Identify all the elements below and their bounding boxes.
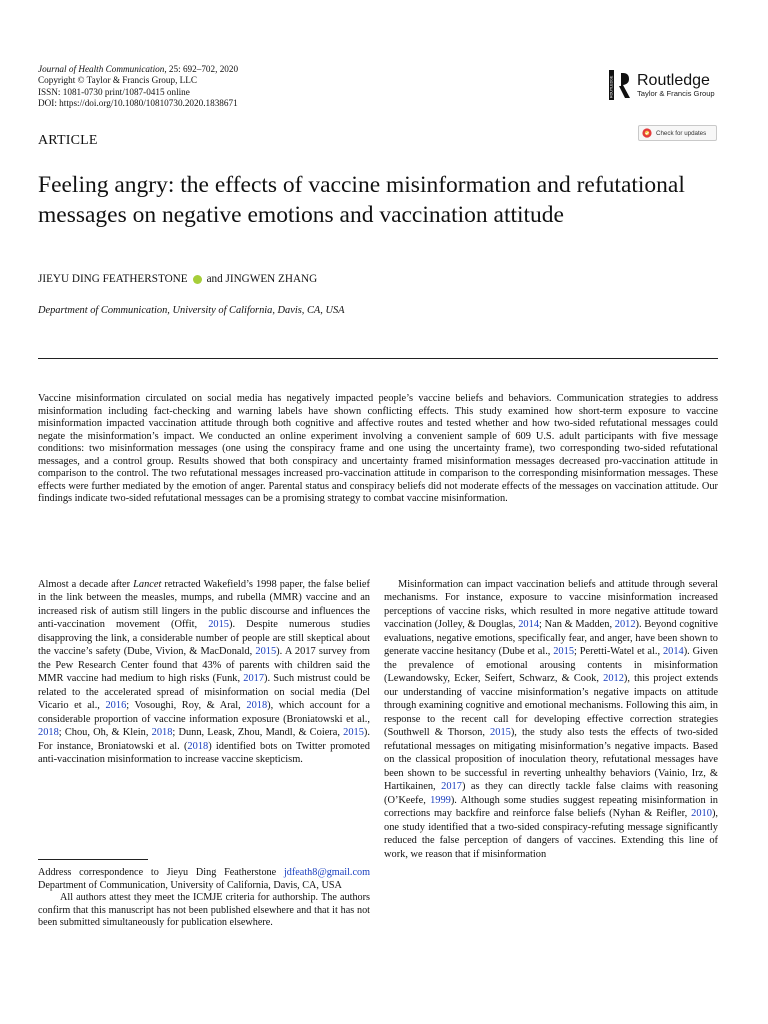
publisher-subtitle: Taylor & Francis Group: [637, 89, 715, 98]
author-list: [38, 273, 317, 285]
author-name-2[interactable]: and JINGWEN ZHANG: [206, 273, 318, 285]
body-text: retracted Wakefield’s 1998 paper, the false belief in the link between the measles, mumps, and rubella (MMR) vaccine and an increased risk of autism still lingers in the public discourse and influences the anti-vaccination movement (Offit,: [38, 579, 370, 631]
body-text: ). A 2017 survey from the Pew Research Center found that 43% of parents with children said the MMR vaccine had medium to high risks (Funk,: [38, 646, 370, 685]
body-text: ) as they can directly tackle false claims with reasoning (O’Keefe,: [384, 781, 719, 806]
check-for-updates-label: Check for updates: [656, 129, 707, 137]
citation-link[interactable]: 2015: [255, 646, 277, 658]
citation-link[interactable]: 1999: [430, 794, 451, 806]
citation-link[interactable]: 2018: [187, 740, 209, 752]
body-text: ; Vosoughi, Roy, & Aral,: [126, 700, 247, 712]
body-text: ; Chou, Oh, & Klein,: [58, 727, 152, 739]
correspondence-note: [38, 867, 370, 892]
body-text: ), this project extends our understanding of vaccine misinformation’s negative impacts on attitude through examining cognitive and emotional mechanisms. Following this aim, in response to the recent call for developing effective correction strategies (Southwell & Thorson,: [384, 673, 718, 739]
body-text: ). Although some studies suggest repeating misinformation in corrections may backfire and reinforce false beliefs (Nyhan & Reifler,: [384, 794, 718, 820]
check-for-updates-icon: [642, 128, 652, 138]
body-text: ), which account for a considerable proportion of vaccine information exposure (Broniatowski et al.,: [38, 700, 370, 725]
publisher-name: Routledge: [637, 72, 710, 89]
author-affiliation: Department of Communication, University of California, Davis, CA, USA: [38, 305, 345, 316]
body-text: ; Peretti-Watel et al.,: [574, 646, 663, 658]
journal-metadata: [38, 64, 238, 109]
abstract-text: Vaccine misinformation circulated on social media has negatively impacted people’s vaccine beliefs and behaviors. Communication strategies to address misinformation including fact-checking and warning labels have shown conflicting effects. This study examined how short-term exposure to vaccine misinformation impacted vaccination attitude through both cognitive and affective routes and tested whether and how two-sided refutational messages could negate the misinformation’s impact. We conducted an online experiment involving a convenient sample of 609 U.S. adult participants with five message conditions: two misinformation messages (one using the conspiracy frame and one using the uncertainty frame), two corresponding two-sided refutational messages, and a control group. Results showed that both conspiracy and uncertainty framed misinformation messages decreased pro-vaccination attitude in comparison to the control. The two refutational messages increased pro-vaccination attitude in comparison to the corresponding misinformation messages. These effects were further mediated by the emotion of anger. Parental status and conspiracy beliefs did not moderate effects of the messages on vaccination attitude. Our findings indicate two-sided refutational messages can be a promising strategy to combat vaccine misinformation.: [38, 393, 718, 505]
publisher-logo[interactable]: [609, 70, 715, 100]
journal-copyright: Copyright © Taylor & Francis Group, LLC: [38, 75, 198, 86]
body-column-left: [38, 578, 370, 767]
citation-link[interactable]: 2017: [243, 673, 265, 685]
journal-issn: ISSN: 1081-0730 print/1087-0415 online: [38, 86, 190, 97]
citation-link[interactable]: 2014: [518, 619, 540, 631]
orcid-icon[interactable]: [193, 275, 202, 284]
routledge-logo-icon: [609, 70, 631, 100]
section-divider: [38, 358, 718, 359]
body-text: ; Nan & Madden,: [539, 619, 615, 631]
body-text: Misinformation can impact vaccination beliefs and attitude through several mechanisms. For instance, exposure to vaccine misinformation increased perceptions of vaccine risks, which resulted in more negative attitude toward vaccination (Jolley, & Douglas,: [384, 579, 718, 631]
journal-citation: [38, 64, 238, 75]
body-text: ). Given the prevalence of emotional arousing contents in misinformation (Lewandowsky, Ecker, Seifert, Schwarz, & Cook,: [384, 646, 718, 685]
body-text: ). For instance, Broniatowski et al. (: [38, 727, 370, 752]
journal-volume-pages: , 25: 692–702, 2020: [164, 64, 239, 74]
citation-link[interactable]: 2015: [343, 727, 364, 739]
body-text: Almost a decade after: [38, 579, 134, 590]
footnote: [38, 867, 370, 930]
footnote-divider: [38, 859, 148, 860]
author-email-link[interactable]: jdfeath8@gmail.com: [283, 867, 370, 878]
body-text: ). Such mistrust could be related to the accelerated spread of misinformation on social media (Del Vicario et al.,: [38, 673, 370, 712]
citation-link[interactable]: 2018: [151, 727, 173, 739]
citation-link[interactable]: 2015: [490, 727, 511, 739]
journal-name[interactable]: Journal of Health Communication: [38, 64, 165, 74]
journal-doi[interactable]: DOI: https://doi.org/10.1080/10810730.2020.1838671: [38, 97, 238, 108]
article-title: Feeling angry: the effects of vaccine misinformation and refutational messages on negative emotions and vaccination attitude: [38, 172, 685, 228]
body-text: ). Beyond cognitive evaluations, negative emotions, specifically fear, and anger, have been shown to generate vaccine hesitancy (Dube et al.,: [384, 619, 719, 658]
authorship-note: All authors attest they meet the ICMJE criteria for authorship. The authors confirm that this manuscript has not been published elsewhere and that it has not been submitted simultaneously for publication elsewhere.: [38, 892, 370, 929]
citation-link[interactable]: 2018: [38, 727, 59, 739]
citation-link[interactable]: 2017: [441, 781, 462, 793]
citation-link[interactable]: 2018: [246, 700, 268, 712]
article-type-label: ARTICLE: [38, 133, 98, 148]
check-for-updates-button[interactable]: [638, 125, 717, 141]
citation-link[interactable]: 2016: [105, 700, 127, 712]
footnote-text: Department of Communication, University of California, Davis, CA, USA: [38, 879, 342, 891]
citation-link[interactable]: 2015: [553, 646, 575, 658]
body-text: ) identified bots on Twitter promoted anti-vaccination misinformation to increase vaccine skepticism.: [38, 740, 370, 766]
footnote-text: Address correspondence to Jieyu Ding Featherstone: [38, 867, 284, 878]
citation-link[interactable]: 2012: [603, 673, 624, 685]
body-text: ; Dunn, Leask, Zhou, Mandl, & Coiera,: [172, 727, 344, 739]
citation-link[interactable]: 2015: [208, 619, 229, 631]
citation-link[interactable]: 2012: [614, 619, 636, 631]
body-text: ). Despite numerous studies disapproving the link, a considerable number of people are still skeptical about the vaccine’s safety (Dube, Vivion, & MacDonald,: [38, 619, 370, 658]
body-column-right: [384, 578, 718, 861]
body-text: ), the study also tests the effects of two-sided refutational messages on mitigating misinformation’s negative impacts. Based on the classical proposition of inoculation theory, refutational messages have been shown to be successful in reverting unhealthy behaviors (Vainio, Irz, & Hartikainen,: [384, 727, 718, 793]
body-text: ), one study identified that a two-sided conspiracy-refuting message significantly reduced the false perception of dangers of vaccines. Extending this line of work, we reason that if misinformation: [384, 808, 718, 860]
routledge-logo-vertical-text: ROUTLEDGE: [609, 75, 614, 98]
author-name-1[interactable]: JIEYU DING FEATHERSTONE: [38, 273, 188, 285]
journal-reference: Lancet: [133, 579, 162, 590]
citation-link[interactable]: 2014: [662, 646, 684, 658]
citation-link[interactable]: 2010: [691, 808, 712, 820]
